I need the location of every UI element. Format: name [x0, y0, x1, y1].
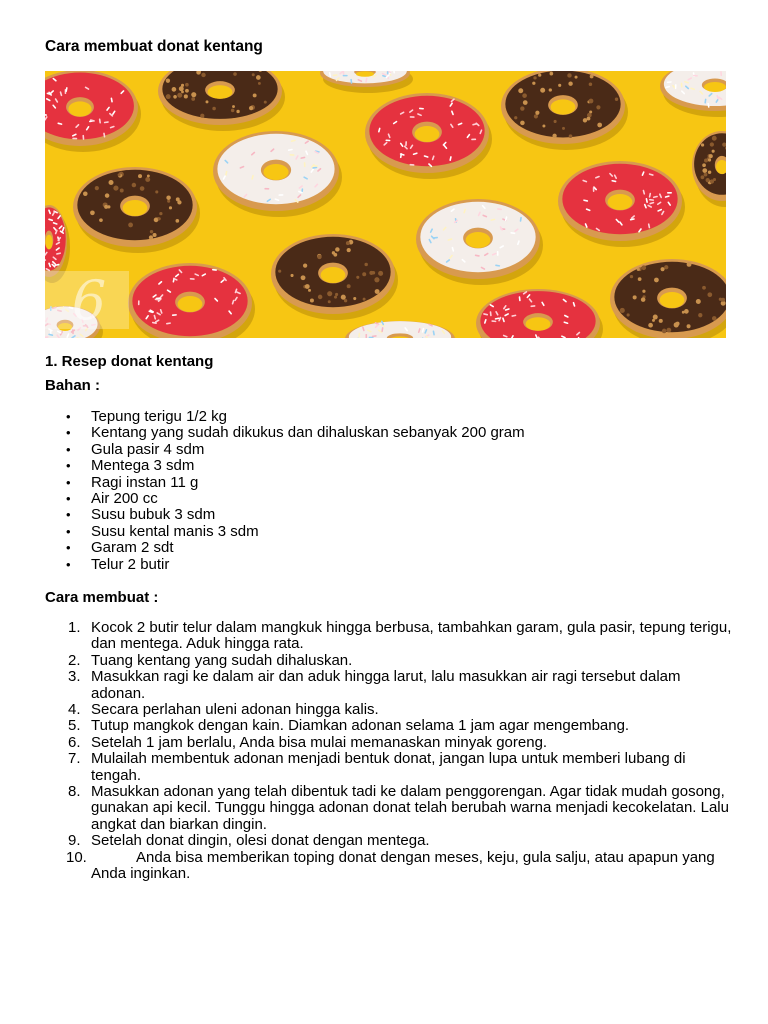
step-item: [45, 702, 735, 718]
step-text: Kocok 2 butir telur dalam mangkuk hingga berbusa, tambahkan garam, gula pasir, tepung terigu, dan mentega. Aduk hingga rata.: [91, 619, 732, 653]
ingredients-heading: Bahan :: [45, 377, 101, 394]
steps-heading: Cara membuat :: [45, 589, 159, 606]
step-number: 10.: [66, 848, 87, 866]
step-number: 3.: [68, 668, 81, 686]
watermark-text: 6: [71, 269, 107, 332]
step-text: Secara perlahan uleni adonan hingga kalis.: [91, 701, 379, 719]
list-item: • Kentang yang sudah dikukus dan dihaluskan sebanyak 200 gram: [45, 425, 735, 441]
watermark-logo: [45, 269, 129, 332]
list-item: • Tepung terigu 1/2 kg: [45, 409, 735, 425]
step-item: [45, 735, 735, 751]
step-text: Anda bisa memberikan toping donat dengan meses, keju, gula salju, atau apapun yang Anda inginkan.: [91, 848, 715, 883]
step-item: [45, 653, 735, 669]
step-item: [45, 784, 735, 833]
list-item: • Susu kental manis 3 sdm: [45, 524, 735, 540]
step-text: Masukkan ragi ke dalam air dan aduk hingga larut, lalu masukkan air ragi tersebut dalam adonan.: [91, 668, 681, 702]
step-number: 4.: [68, 701, 81, 719]
step-text: Setelah donat dingin, olesi donat dengan mentega.: [91, 832, 430, 850]
step-item: [45, 850, 735, 883]
list-item: • Telur 2 butir: [45, 557, 735, 573]
recipe-heading: 1. Resep donat kentang: [45, 353, 214, 370]
steps-list: [45, 620, 735, 883]
list-item: • Susu bubuk 3 sdm: [45, 507, 735, 523]
ingredients-list: [45, 409, 735, 573]
step-item: [45, 669, 735, 702]
step-item: [45, 620, 735, 653]
step-number: 8.: [68, 783, 81, 801]
donuts-photo: [45, 71, 726, 338]
step-text: Setelah 1 jam berlalu, Anda bisa mulai memanaskan minyak goreng.: [91, 733, 548, 751]
donuts-illustration: [45, 71, 726, 338]
list-item: • Mentega 3 sdm: [45, 458, 735, 474]
step-number: 5.: [68, 717, 81, 735]
step-item: [45, 718, 735, 734]
step-item: [45, 833, 735, 849]
step-item: [45, 751, 735, 784]
step-text: Mulailah membentuk adonan menjadi bentuk donat, jangan lupa untuk memberi lubang di tengah.: [91, 750, 686, 784]
step-text: Masukkan adonan yang telah dibentuk tadi ke dalam penggorengan. Agar tidak mudah gosong, gunakan api kecil. Tunggu hingga adonan donat telah berubah warna menjadi kecokelatan. Lalu angkat dan biarkan dingin.: [91, 783, 729, 833]
list-item: • Ragi instan 11 g: [45, 475, 735, 491]
step-number: 2.: [68, 651, 81, 669]
page-title: Cara membuat donat kentang: [45, 38, 263, 55]
list-item: • Air 200 cc: [45, 491, 735, 507]
step-text: Tutup mangkok dengan kain. Diamkan adonan selama 1 jam agar mengembang.: [91, 717, 630, 735]
list-item: • Gula pasir 4 sdm: [45, 442, 735, 458]
step-number: 9.: [68, 832, 81, 850]
step-text: Tuang kentang yang sudah dihaluskan.: [91, 651, 353, 669]
list-item: • Garam 2 sdt: [45, 540, 735, 556]
step-number: 1.: [68, 619, 81, 636]
step-number: 6.: [68, 733, 81, 751]
step-number: 7.: [68, 750, 81, 768]
